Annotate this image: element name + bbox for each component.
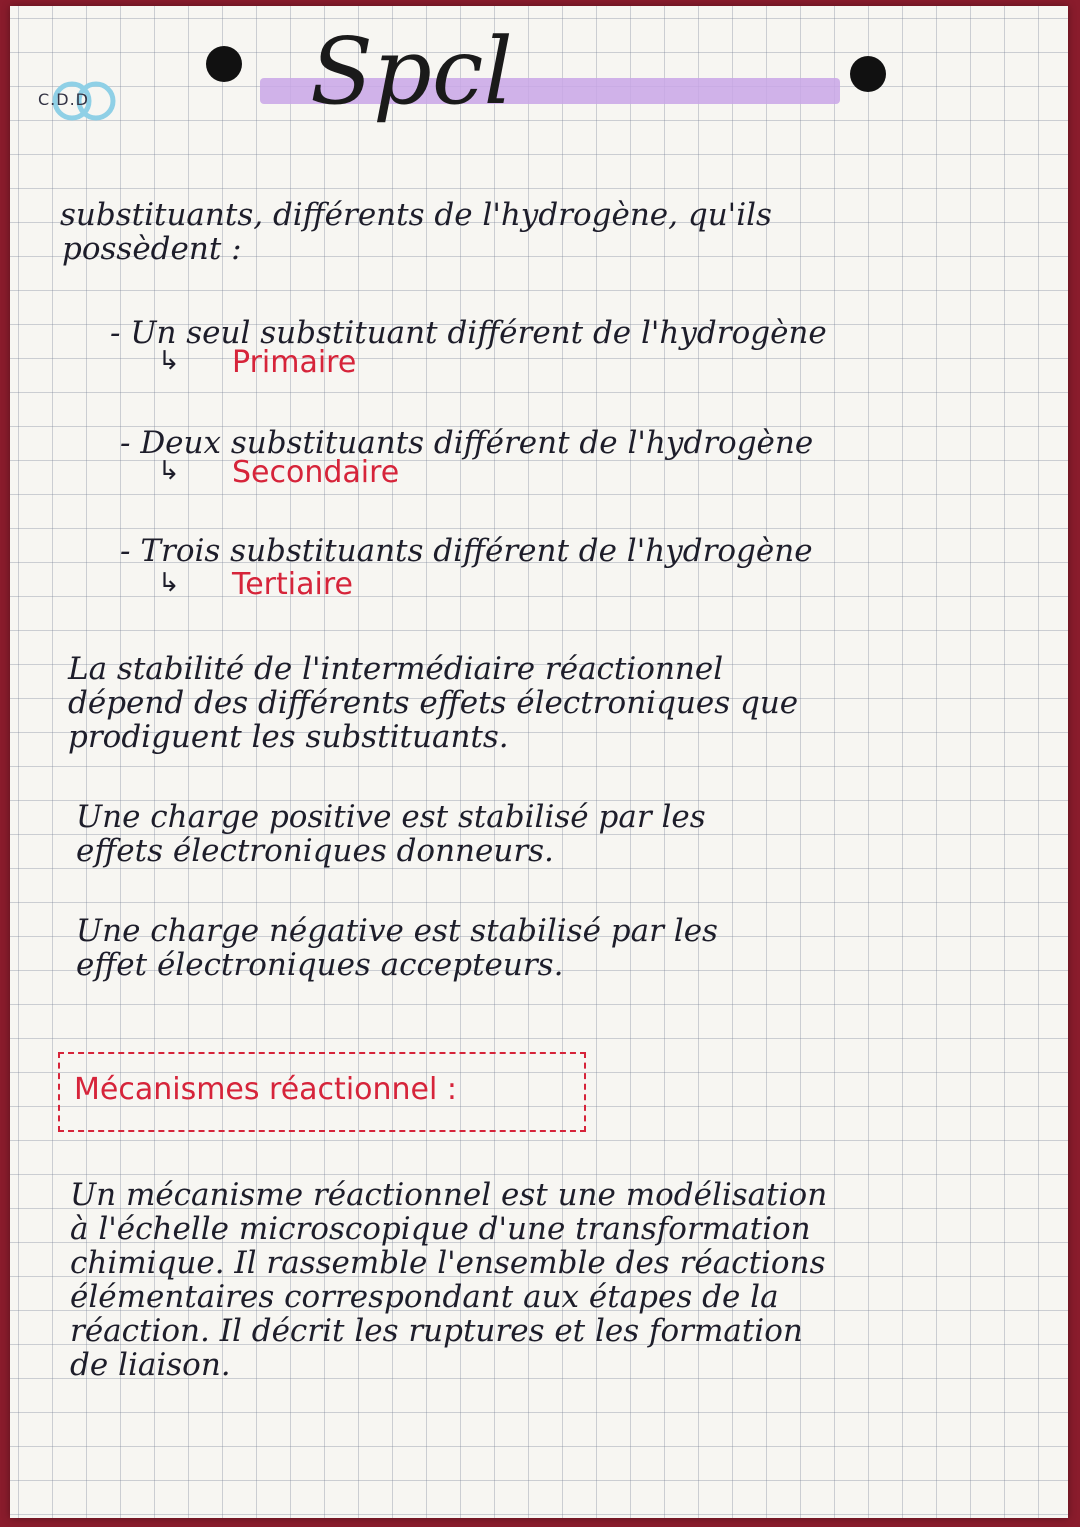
- arrow-icon: ↳: [158, 456, 180, 486]
- definition-line-3: chimique. Il rassemble l'ensemble des réactions: [70, 1245, 826, 1281]
- intro-line-1: substituants, différents de l'hydrogène, qu'ils: [60, 197, 772, 233]
- page-title: Spcl: [310, 18, 513, 125]
- logo-text: C.D.D: [38, 90, 89, 109]
- positive-line-1: Une charge positive est stabilisé par les: [76, 799, 706, 835]
- section-heading: Mécanismes réactionnel :: [74, 1072, 457, 1107]
- definition-line-6: de liaison.: [70, 1347, 231, 1383]
- arrow-icon: ↳: [158, 346, 180, 376]
- positive-line-2: effets électroniques donneurs.: [76, 833, 554, 869]
- stability-line-2: dépend des différents effets électroniques que: [68, 685, 799, 721]
- item-primaire-text: - Un seul substituant différent de l'hydrogène: [110, 315, 827, 351]
- binder-hole-right: [850, 56, 886, 92]
- section-heading-box: [58, 1052, 586, 1132]
- stability-line-3: prodiguent les substituants.: [68, 719, 509, 755]
- intro-line-2: possèdent :: [62, 231, 242, 267]
- stability-line-1: La stabilité de l'intermédiaire réactionnel: [68, 651, 724, 687]
- item-primaire-label: Primaire: [232, 345, 357, 380]
- negative-line-1: Une charge négative est stabilisé par les: [76, 913, 718, 949]
- notebook-page: [10, 6, 1068, 1518]
- definition-line-2: à l'échelle microscopique d'une transformation: [70, 1211, 811, 1247]
- negative-line-2: effet électroniques accepteurs.: [76, 947, 564, 983]
- definition-line-5: réaction. Il décrit les ruptures et les formation: [70, 1313, 803, 1349]
- item-secondaire-label: Secondaire: [232, 455, 400, 490]
- binder-hole-left: [206, 46, 242, 82]
- item-secondaire-text: - Deux substituants différent de l'hydrogène: [120, 425, 814, 461]
- item-tertiaire-text: - Trois substituants différent de l'hydrogène: [120, 533, 813, 569]
- item-tertiaire-label: Tertiaire: [232, 567, 353, 602]
- arrow-icon: ↳: [158, 568, 180, 598]
- cdd-logo: [30, 80, 140, 122]
- definition-line-4: élémentaires correspondant aux étapes de la: [70, 1279, 779, 1315]
- definition-line-1: Un mécanisme réactionnel est une modélisation: [70, 1177, 828, 1213]
